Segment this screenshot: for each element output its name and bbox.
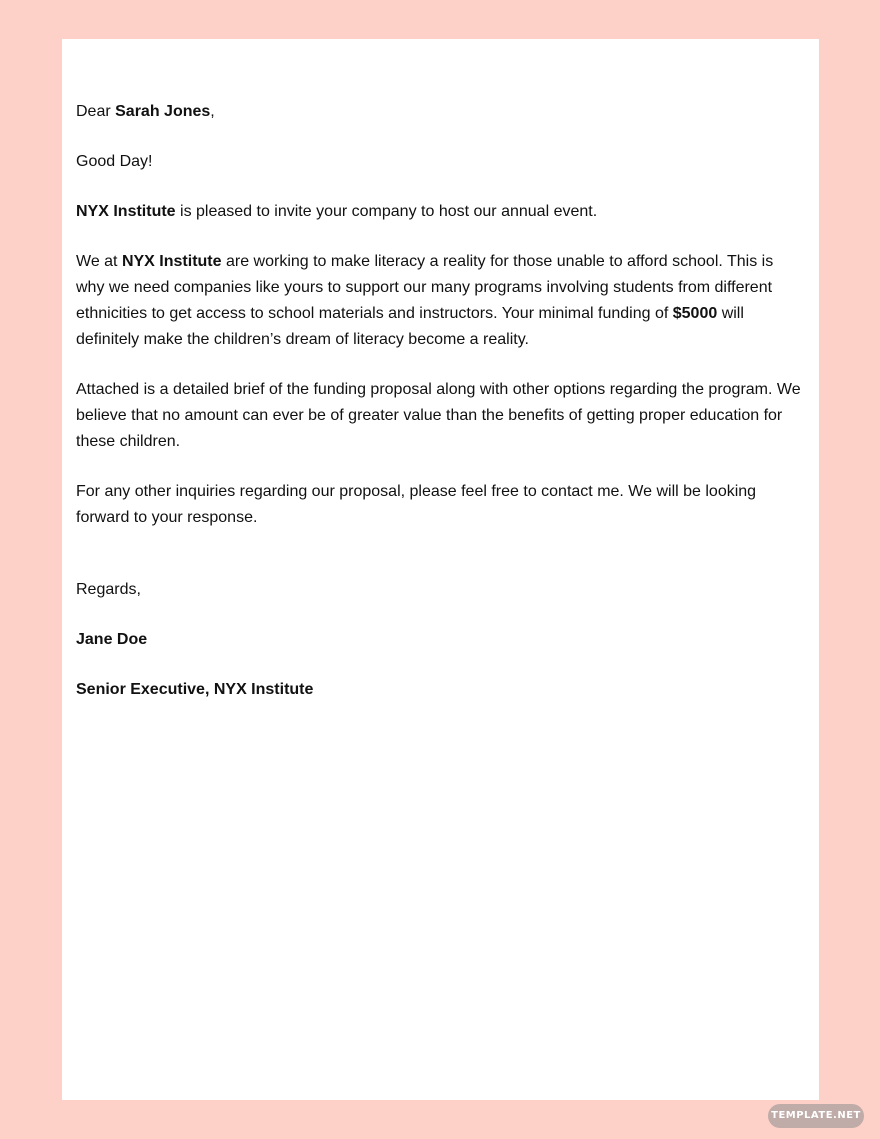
template-net-watermark: TEMPLATE.NET (768, 1104, 864, 1128)
signer-title: Senior Executive, NYX Institute (76, 681, 314, 698)
mission-end: will definitely make the children’s dream of literacy become a reality. (76, 305, 744, 348)
paragraph-contact: For any other inquiries regarding our proposal, please feel free to contact me. We will be looking forward to your response. (76, 483, 757, 526)
signer-name: Jane Doe (76, 631, 148, 648)
invitation-text: is pleased to invite your company to host our annual event. (175, 203, 598, 220)
org-name: NYX Institute (76, 203, 176, 220)
mission-start: We at (76, 253, 122, 270)
recipient-name: Sarah Jones (115, 103, 211, 120)
paragraph-invitation (76, 199, 801, 225)
mission-middle: are working to make literacy a reality for those unable to afford school. This is why we need companies like yours to support our many programs involving students from different ethnicities to get access to school materials and instructors. Your minimal funding of (76, 253, 774, 322)
salutation-prefix: Dear (76, 103, 116, 120)
letter-body (76, 99, 801, 727)
salutation-suffix: , (210, 103, 215, 120)
paragraph-mission (76, 249, 801, 353)
salutation (76, 99, 801, 125)
funding-amount: $5000 (672, 305, 718, 322)
letter-page (62, 39, 819, 1100)
closing: Regards, (76, 581, 141, 598)
greeting: Good Day! (76, 153, 153, 170)
paragraph-attachment: Attached is a detailed brief of the funding proposal along with other options regarding the program. We believe that no amount can ever be of greater value than the benefits of getting proper education for these children. (76, 381, 801, 450)
org-name: NYX Institute (121, 253, 222, 270)
